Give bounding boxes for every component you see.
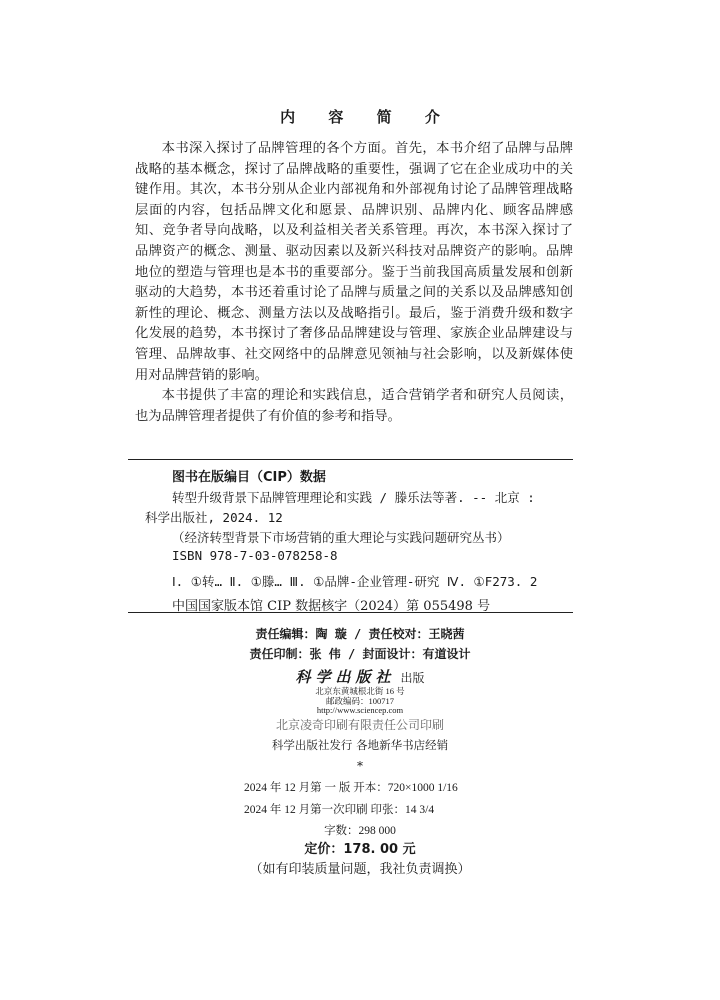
cip-heading: 图书在版编目（CIP）数据 [172,470,326,485]
cip-number: 中国国家版本馆 CIP 数据核字（2024）第 055498 号 [172,599,491,614]
cip-line-3: （经济转型背景下市场营销的重大理论与实践问题研究丛书） [172,530,510,545]
distribution: 科学出版社发行 各地新华书店经销 [271,738,449,752]
cip-isbn: ISBN 978-7-03-078258-8 [172,548,338,563]
page-title: 内 容 简 介 [280,108,454,126]
publisher-postcode: 邮政编码：100717 [325,696,394,706]
publisher-address: 北京东黄城根北街 16 号 [315,686,405,696]
intro-paragraph: 本书深入探讨了品牌管理的各个方面。首先，本书介绍了品牌与品牌战略的基本概念，探讨了品牌战略的重要性，强调了它在企业成功中的关键作用。其次，本书分别从企业内部视角和外部视角讨论了品牌管理战略层面的内容，包括品牌文化和愿景、品牌识别、品牌内化、顾客品牌感知、竞争者导向战略，以及利益相关者关系管理。再次，本书深入探讨了品牌资产的概念、测量、驱动因素以及新兴科技对品牌资产的影响。品牌地位的塑造与管理也是本书的重要部分。鉴于当前我国高质量发展和创新驱动的大趋势，本书还着重讨论了品牌与质量之间的关系以及品牌感知创新性的理论、概念、测量方法以及战略指引。最后，鉴于消费升级和数字化发展的趋势，本书探讨了奢侈品品牌建设与管理、家族企业品牌建设与管理、品牌故事、社交网络中的品牌意见领袖与社会影响，以及新媒体使用对品牌营销的影响。 [135,141,573,383]
publisher-suffix: 出版 [400,671,425,685]
printer: 北京凌奇印刷有限责任公司印刷 [275,718,444,732]
cip-top-rule [128,459,573,460]
intro-paragraph: 本书提供了丰富的理论和实践信息，适合营销学者和研究人员阅读，也为品牌管理者提供了有价值的参考和指导。 [135,388,573,424]
publisher-logo: 科学出版社 [295,668,396,686]
cip-line-2: 科学出版社, 2024. 12 [145,510,283,525]
price: 定价：178. 00 元 [304,842,416,857]
edition-line: 2024 年 12 月第 一 版 开本：720×1000 1/16 [244,782,458,794]
publisher-url: http://www.sciencep.com [316,705,404,715]
credits-design: 责任印制：张 伟 / 封面设计：有道设计 [249,647,471,661]
word-count: 字数：298 000 [324,825,396,837]
cip-bottom-rule [128,612,573,613]
intro-section [135,139,573,427]
publisher-line [0,666,720,687]
printing-line: 2024 年 12 月第一次印刷 印张：14 3/4 [244,804,435,816]
credits-editors: 责任编辑：陶 璇 / 责任校对：王晓茜 [255,627,465,641]
separator-star: * [357,759,363,773]
cip-line-1: 转型升级背景下品牌管理理论和实践 / 滕乐法等著. -- 北京 : [172,490,535,505]
cip-classification: Ⅰ. ①转… Ⅱ. ①滕… Ⅲ. ①品牌-企业管理-研究 Ⅳ. ①F273. 2 [172,574,538,589]
quality-note: （如有印装质量问题，我社负责调换） [249,862,471,877]
